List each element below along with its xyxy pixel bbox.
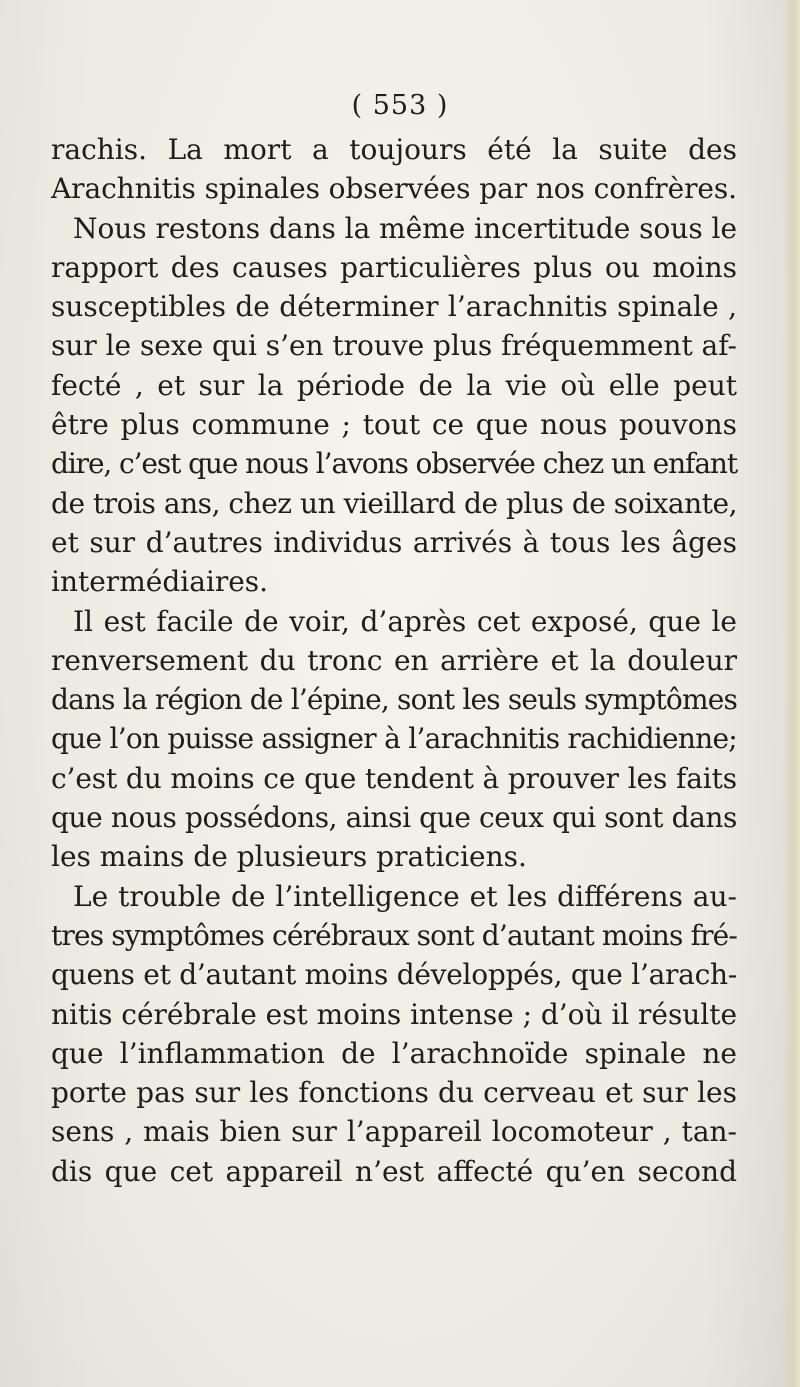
text-line: dis que cet appareil n’est affecté qu’en second: [51, 1154, 737, 1188]
text-line: être plus commune ; tout ce que nous pouvons: [51, 408, 737, 442]
text-line: sens , mais bien sur l’appareil locomoteur , tan-: [51, 1115, 737, 1149]
text-line: nitis cérébrale est moins intense ; d’où il résulte: [51, 997, 737, 1031]
text-line: de trois ans, chez un vieillard de plus de soixante,: [51, 486, 737, 520]
text-line: rapport des causes particulières plus ou moins: [51, 250, 737, 284]
text-line: Nous restons dans la même incertitude sous le: [73, 211, 737, 245]
text-line: les mains de plusieurs praticiens.: [51, 840, 527, 874]
text-line: quens et d’autant moins développés, que l’arach-: [51, 958, 737, 992]
body-text: [51, 130, 737, 1191]
text-line: Arachnitis spinales observées par nos confrères.: [51, 172, 737, 206]
text-line: que nous possédons, ainsi que ceux qui sont dans: [51, 801, 738, 835]
text-line: intermédiaires.: [51, 565, 269, 599]
text-line: renversement du tronc en arrière et la douleur: [51, 643, 737, 677]
text-line: rachis. La mort a toujours été la suite des: [51, 133, 737, 166]
text-line: porte pas sur les fonctions du cerveau et sur les: [51, 1076, 737, 1110]
text-line: que l’on puisse assigner à l’arachnitis rachidienne;: [51, 722, 738, 756]
text-line: c’est du moins ce que tendent à prouver les faits: [51, 761, 737, 795]
text-line: Le trouble de l’intelligence et les différens au-: [73, 879, 737, 913]
text-line: tres symptômes cérébraux sont d’autant moins fré-: [51, 918, 737, 952]
text-line: susceptibles de déterminer l’arachnitis spinale ,: [51, 290, 737, 324]
text-line: dire, c’est que nous l’avons observée chez un enfant: [51, 447, 737, 481]
page-number: ( 553 ): [351, 90, 449, 121]
page-edge: [784, 0, 800, 1387]
text-line: Il est facile de voir, d’après cet exposé, que le: [73, 604, 737, 638]
text-line: sur le sexe qui s’en trouve plus fréquemment af-: [51, 329, 737, 363]
text-line: dans la région de l’épine, sont les seuls symptômes: [51, 683, 737, 717]
text-line: et sur d’autres individus arrivés à tous les âges: [51, 525, 737, 559]
text-line: que l’inflammation de l’arachnoïde spinale ne: [51, 1036, 737, 1070]
text-line: fecté , et sur la période de la vie où elle peut: [51, 368, 737, 402]
